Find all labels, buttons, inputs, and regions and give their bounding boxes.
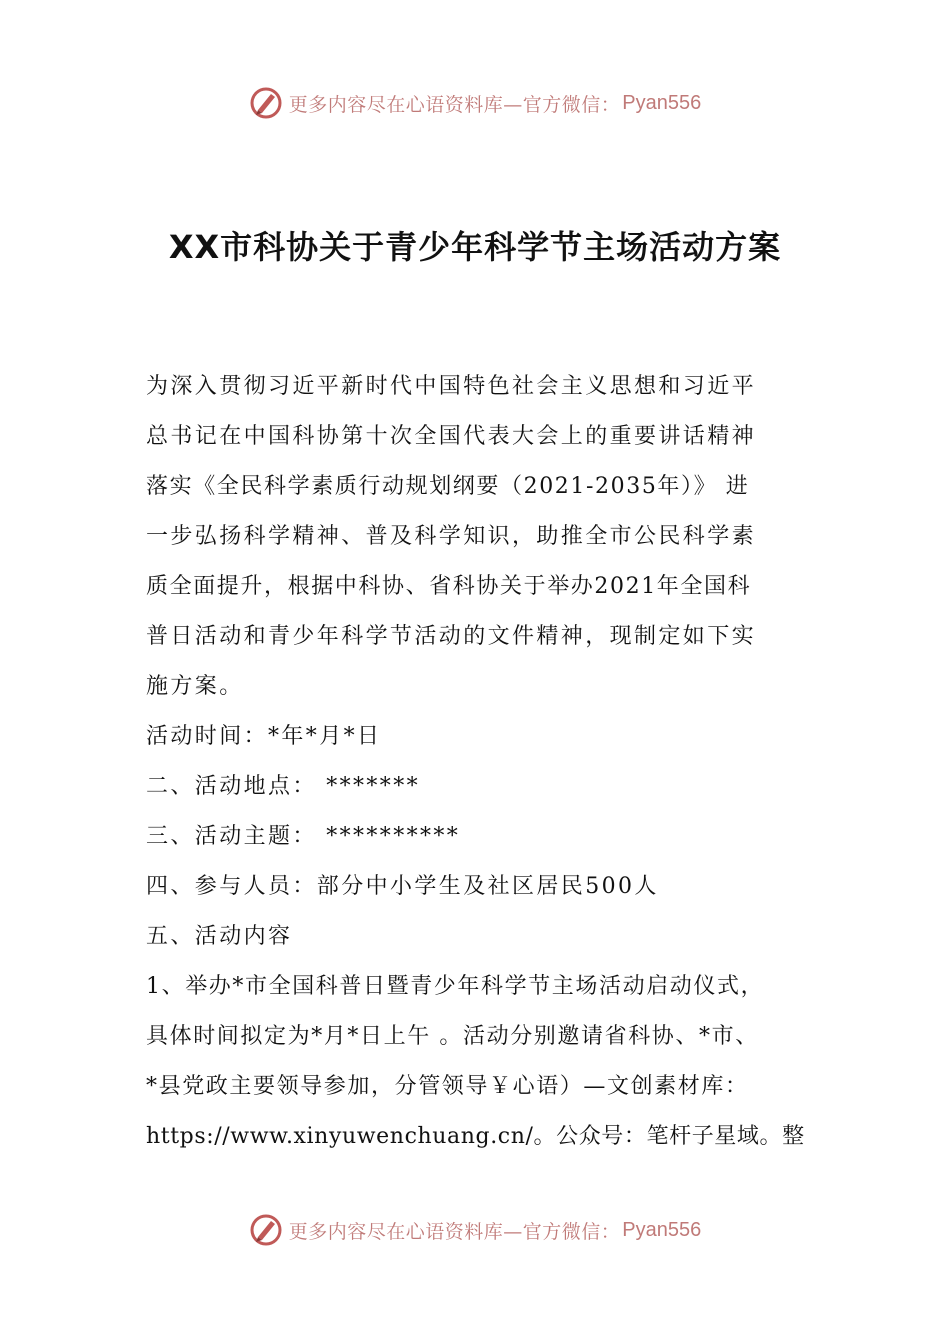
watermark-text: 更多内容尽在心语资料库—官方微信： (288, 93, 621, 116)
footer-watermark (0, 1210, 950, 1250)
pen-seal-icon (249, 86, 283, 120)
body-line: 一步弘扬科学精神、普及科学知识，助推全市公民科学素 (146, 524, 757, 549)
watermark-wechat-id: Pyan556 (622, 91, 702, 114)
body-line-url: https://www.xinyuwenchuang.cn/。公众号：笔杆子星域。整 (146, 1124, 805, 1149)
section-activity-theme: 三、活动主题： ********** (146, 824, 461, 849)
body-line: 普日活动和青少年科学节活动的文件精神，现制定如下实 (146, 624, 757, 649)
document-title: XX市科协关于青少年科学节主场活动方案 (168, 228, 782, 266)
body-line: 为深入贯彻习近平新时代中国特色社会主义思想和习近平 (146, 374, 757, 399)
section-activity-time: 活动时间：*年*月*日 (146, 724, 382, 749)
watermark-wechat-id: Pyan556 (622, 1218, 702, 1241)
body-line: 1、举办*市全国科普日暨青少年科学节主场活动启动仪式， (146, 974, 765, 999)
watermark-text: 更多内容尽在心语资料库—官方微信： (288, 1220, 621, 1243)
pen-seal-icon (249, 1213, 283, 1247)
body-line: 施方案。 (146, 674, 244, 699)
body-line: 质全面提升，根据中科协、省科协关于举办2021年全国科 (146, 574, 752, 599)
header-watermark (0, 83, 950, 123)
body-line: 落实《全民科学素质行动规划纲要（2021-2035年）》 进 (146, 474, 750, 499)
body-line: 总书记在中国科协第十次全国代表大会上的重要讲话精神 (146, 424, 757, 449)
section-activity-content: 五、活动内容 (146, 924, 293, 949)
section-activity-location: 二、活动地点： ******* (146, 774, 420, 799)
section-participants: 四、参与人员：部分中小学生及社区居民500人 (146, 874, 659, 899)
body-line: 具体时间拟定为*月*日上午 。活动分别邀请省科协、*市、 (146, 1024, 759, 1049)
body-line: *县党政主要领导参加，分管领导￥心语）—文创素材库： (146, 1074, 749, 1099)
document-body (146, 362, 808, 1162)
